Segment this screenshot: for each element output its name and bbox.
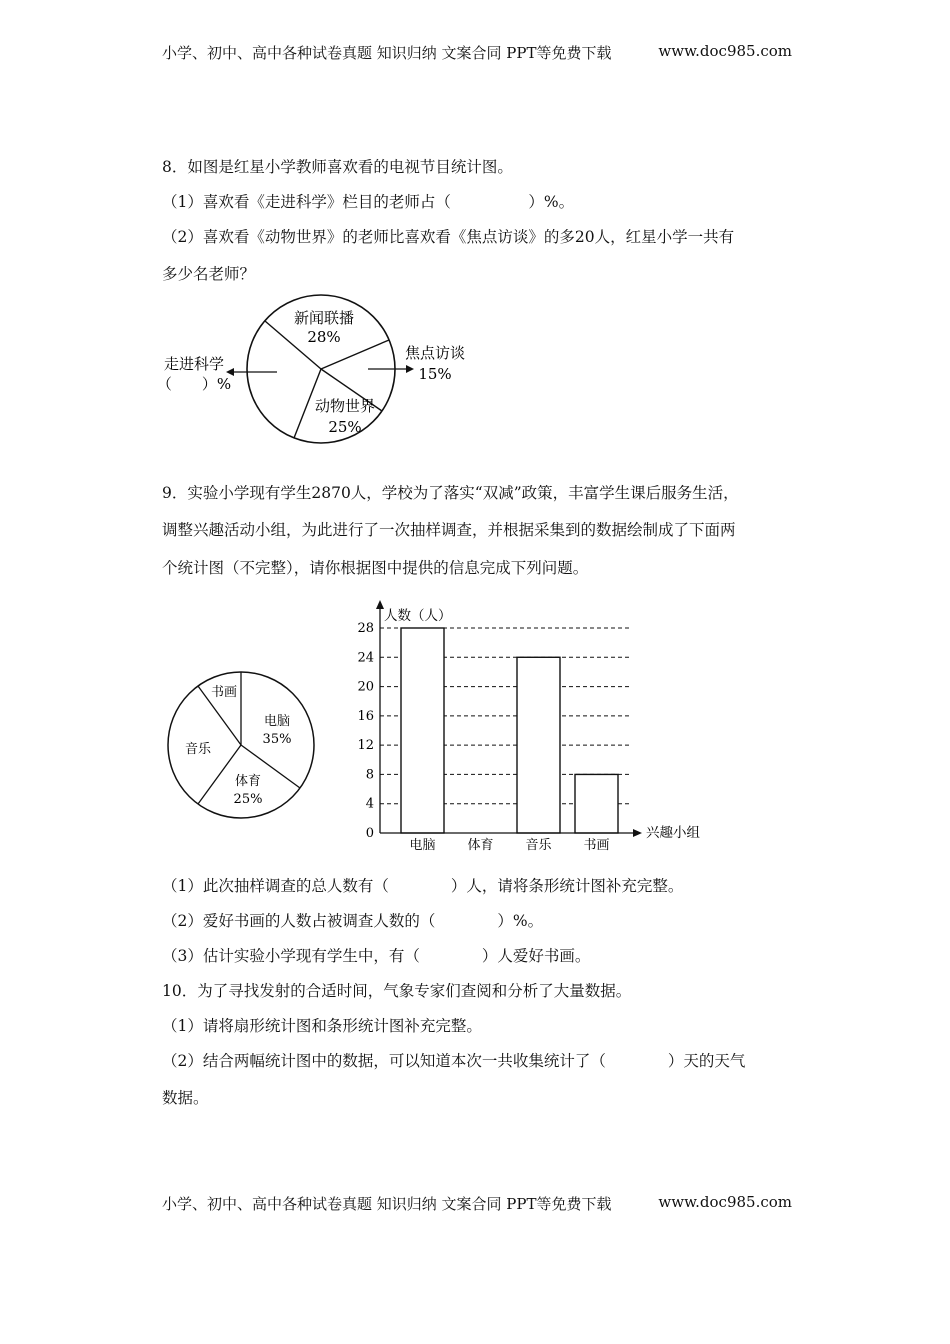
q8-slice-pct: 25%	[328, 418, 362, 436]
q9-line3: 个统计图（不完整），请你根据图中提供的信息完成下列问题。	[162, 559, 589, 577]
q9-line1: 9．实验小学现有学生2870人，学校为了落实“双减”政策，丰富学生课后服务生活，	[162, 484, 739, 502]
y-tick-label: 28	[357, 621, 374, 636]
page-header	[162, 42, 792, 63]
y-tick-label: 4	[365, 796, 374, 812]
y-tick-label: 24	[357, 650, 374, 666]
x-tick-label: 音乐	[525, 838, 552, 853]
q9-slice-label: 书画	[210, 685, 238, 700]
q9-part1: （1）此次抽样调查的总人数有（ ）人，请将条形统计图补充完整。	[162, 877, 684, 895]
q8-slice-pct: （ ）%	[156, 375, 232, 393]
q8-part1: （1）喜欢看《走进科学》栏目的老师占（ ）%。	[162, 193, 575, 211]
q9-pie-chart	[160, 665, 330, 825]
q8-slice-label: 走进科学	[163, 355, 225, 373]
q9-line2: 调整兴趣活动小组，为此进行了一次抽样调查，并根据采集到的数据绘制成了下面两	[162, 521, 736, 539]
q8-slice-label: 动物世界	[314, 397, 376, 415]
q8-right-arrowhead	[406, 365, 414, 373]
q10-stem: 10．为了寻找发射的合适时间，气象专家们查阅和分析了大量数据。	[162, 982, 632, 1000]
footer-site: www.doc985.com	[658, 1193, 792, 1211]
y-tick-label: 12	[357, 738, 374, 754]
q8-pie-chart	[150, 290, 490, 450]
y-tick-label: 20	[357, 679, 374, 695]
q9-bar-chart	[340, 598, 720, 863]
q8-slice-label: 新闻联播	[293, 309, 355, 327]
x-tick-label: 电脑	[409, 838, 436, 853]
q9-slice-pct: 35%	[262, 732, 292, 747]
q9-part3: （3）估计实验小学现有学生中，有（ ）人爱好书画。	[162, 947, 591, 965]
bar-电脑	[401, 628, 444, 833]
y-tick-label: 16	[357, 708, 374, 724]
y-axis-title: 人数（人）	[384, 608, 452, 624]
q10-part1: （1）请将扇形统计图和条形统计图补充完整。	[162, 1017, 482, 1035]
q9-slice-label: 音乐	[184, 742, 212, 757]
page-footer	[162, 1193, 792, 1214]
x-axis-arrowhead	[633, 829, 642, 837]
x-axis-title: 兴趣小组	[646, 825, 700, 841]
q8-slice-pct: 28%	[307, 328, 341, 346]
q8-slice-pct: 15%	[418, 365, 452, 383]
header-site: www.doc985.com	[658, 42, 792, 60]
q9-part2: （2）爱好书画的人数占被调查人数的（ ）%。	[162, 912, 544, 930]
q10-part2-line1: （2）结合两幅统计图中的数据，可以知道本次一共收集统计了（ ）天的天气	[162, 1052, 746, 1070]
footer-text: 小学、初中、高中各种试卷真题 知识归纳 文案合同 PPT等免费下载	[162, 1195, 612, 1213]
q8-part2-line1: （2）喜欢看《动物世界》的老师比喜欢看《焦点访谈》的多20人，红星小学一共有	[162, 228, 735, 246]
q9-slice-label: 电脑	[263, 714, 291, 729]
bar-音乐	[517, 657, 560, 833]
y-tick-label: 0	[365, 826, 374, 841]
bar-书画	[575, 774, 618, 833]
q10-part2-line2: 数据。	[162, 1089, 209, 1107]
y-tick-label: 8	[365, 767, 374, 783]
x-tick-label: 书画	[583, 838, 610, 853]
y-axis-arrowhead	[376, 600, 384, 609]
x-tick-label: 体育	[467, 838, 494, 853]
q8-slice-label: 焦点访谈	[404, 344, 466, 362]
q8-stem: 8．如图是红星小学教师喜欢看的电视节目统计图。	[162, 158, 513, 176]
q9-slice-label: 体育	[234, 774, 262, 789]
q8-part2-line2: 多少名老师？	[162, 265, 256, 283]
header-text: 小学、初中、高中各种试卷真题 知识归纳 文案合同 PPT等免费下载	[162, 44, 612, 62]
q9-slice-pct: 25%	[233, 792, 263, 807]
